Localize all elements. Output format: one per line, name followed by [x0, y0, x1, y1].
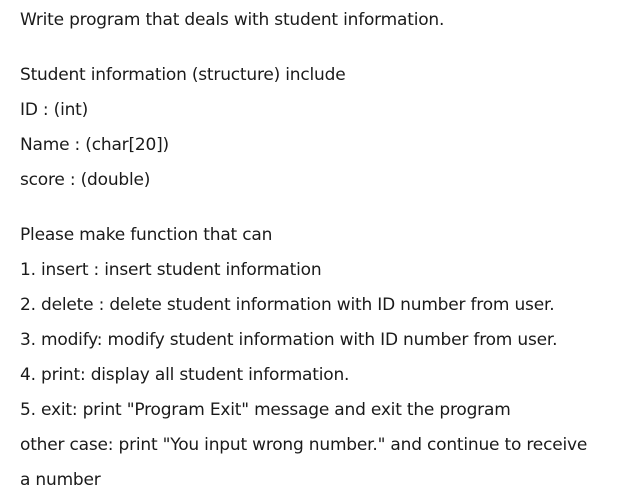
field-score: score : (double): [20, 170, 151, 190]
structure-heading: Student information (structure) include: [20, 65, 346, 85]
other-case-line-1: other case: print "You input wrong number." and continue to receive: [20, 435, 588, 455]
field-name: Name : (char[20]): [20, 135, 169, 155]
functions-heading: Please make function that can: [20, 225, 273, 245]
function-insert: 1. insert : insert student information: [20, 260, 322, 280]
intro-text: Write program that deals with student information.: [20, 10, 445, 30]
function-modify: 3. modify: modify student information with ID number from user.: [20, 330, 558, 350]
function-print: 4. print: display all student information.: [20, 365, 350, 385]
function-exit: 5. exit: print "Program Exit" message and exit the program: [20, 400, 511, 420]
function-delete: 2. delete : delete student information with ID number from user.: [20, 295, 555, 315]
field-id: ID : (int): [20, 100, 89, 120]
other-case-line-2: a number: [20, 470, 101, 490]
